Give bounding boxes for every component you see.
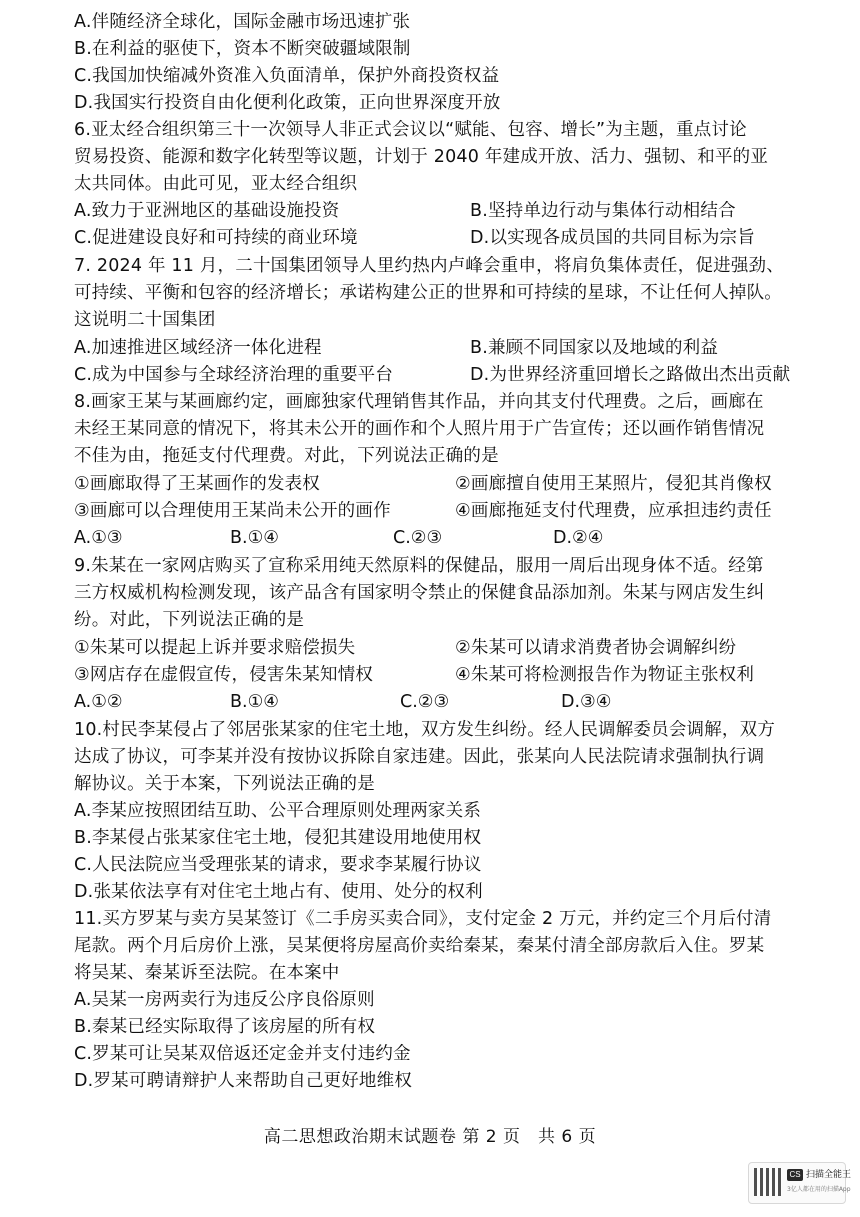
q10-stem-line-1: 10.村民李某侵占了邻居张某家的住宅土地，双方发生纠纷。经人民调解委员会调解，双方 <box>74 720 776 740</box>
page-footer: 高二思想政治期末试题卷 第 2 页 共 6 页 <box>263 1127 597 1147</box>
q9-stem-line-2: 三方权威机构检测发现，该产品含有国家明令禁止的保健食品添加剂。朱某与网店发生纠 <box>74 583 765 603</box>
q8-stem-line-1: 8.画家王某与某画廊约定，画廊独家代理销售其作品，并向其支付代理费。之后，画廊在 <box>74 392 764 412</box>
q5-option-a: A.伴随经济全球化，国际金融市场迅速扩张 <box>74 12 411 32</box>
q6-option-b: B.坚持单边行动与集体行动相结合 <box>470 201 736 221</box>
q5-option-d: D.我国实行投资自由化便利化政策，正向世界深度开放 <box>74 93 501 113</box>
watermark-subtitle: 3亿人都在用的扫描App <box>787 1186 851 1193</box>
q7-stem-line-2: 可持续、平衡和包容的经济增长；承诺构建公正的世界和可持续的星球，不让任何人掉队。 <box>74 283 782 303</box>
q9-statement-3: ③网店存在虚假宣传，侵害朱某知情权 <box>74 665 374 685</box>
q11-option-a: A.吴某一房两卖行为违反公序良俗原则 <box>74 990 375 1010</box>
q8-statement-1: ①画廊取得了王某画作的发表权 <box>74 474 320 494</box>
q5-option-b: B.在利益的驱使下，资本不断突破疆域限制 <box>74 39 411 59</box>
q6-stem-line-1: 6.亚太经合组织第三十一次领导人非正式会议以“赋能、包容、增长”为主题，重点讨论 <box>74 120 747 140</box>
q8-choice-a: A.①③ <box>74 528 123 548</box>
q9-statement-4: ④朱某可将检测报告作为物证主张权利 <box>455 665 755 685</box>
q7-stem-line-1: 7. 2024 年 11 月，二十国集团领导人里约热内卢峰会重申，将肩负集体责任，促进强劲、 <box>74 256 784 276</box>
q7-option-a: A.加速推进区域经济一体化进程 <box>74 338 322 358</box>
q7-stem-line-3: 这说明二十国集团 <box>74 310 216 330</box>
q8-stem-line-2: 未经王某同意的情况下，将其未公开的画作和个人照片用于广告宣传；还以画作销售情况 <box>74 419 765 439</box>
q6-option-c: C.促进建设良好和可持续的商业环境 <box>74 228 358 248</box>
q9-statement-2: ②朱某可以请求消费者协会调解纠纷 <box>455 638 737 658</box>
q8-choice-b: B.①④ <box>230 528 279 548</box>
q8-statement-3: ③画廊可以合理使用王某尚未公开的画作 <box>74 501 391 521</box>
q6-stem-line-3: 太共同体。由此可见，亚太经合组织 <box>74 174 358 194</box>
scanner-watermark <box>748 1162 852 1204</box>
q9-choice-a: A.①② <box>74 692 123 712</box>
q11-stem-line-3: 将吴某、秦某诉至法院。在本案中 <box>74 963 340 983</box>
q7-option-b: B.兼顾不同国家以及地域的利益 <box>470 338 719 358</box>
qr-code-icon <box>754 1168 782 1196</box>
q10-stem-line-2: 达成了协议，可李某并没有按协议拆除自家违建。因此，张某向人民法院请求强制执行调 <box>74 747 765 767</box>
q6-stem-line-2: 贸易投资、能源和数字化转型等议题，计划于 2040 年建成开放、活力、强韧、和平的亚 <box>74 147 769 167</box>
q8-statement-2: ②画廊擅自使用王某照片，侵犯其肖像权 <box>455 474 772 494</box>
q9-choice-b: B.①④ <box>230 692 279 712</box>
q9-choice-d: D.③④ <box>561 692 612 712</box>
q8-choice-c: C.②③ <box>393 528 443 548</box>
q10-option-d: D.张某依法享有对住宅土地占有、使用、处分的权利 <box>74 882 483 902</box>
q11-stem-line-1: 11.买方罗某与卖方吴某签订《二手房买卖合同》，支付定金 2 万元，并约定三个月后付清 <box>74 909 772 929</box>
q8-statement-4: ④画廊拖延支付代理费，应承担违约责任 <box>455 501 772 521</box>
q6-option-a: A.致力于亚洲地区的基础设施投资 <box>74 201 340 221</box>
q7-option-c: C.成为中国参与全球经济治理的重要平台 <box>74 365 394 385</box>
q8-stem-line-3: 不佳为由，拖延支付代理费。对此，下列说法正确的是 <box>74 446 499 466</box>
q9-stem-line-3: 纷。对此，下列说法正确的是 <box>74 610 305 630</box>
q10-option-c: C.人民法院应当受理张某的请求，要求李某履行协议 <box>74 855 482 875</box>
q5-option-c: C.我国加快缩减外资准入负面清单，保护外商投资权益 <box>74 66 500 86</box>
q10-option-a: A.李某应按照团结互助、公平合理原则处理两家关系 <box>74 801 482 821</box>
q8-choice-d: D.②④ <box>553 528 604 548</box>
q10-stem-line-3: 解协议。关于本案，下列说法正确的是 <box>74 774 375 794</box>
q11-option-d: D.罗某可聘请辩护人来帮助自己更好地维权 <box>74 1071 413 1091</box>
q11-option-c: C.罗某可让吴某双倍返还定金并支付违约金 <box>74 1044 411 1064</box>
q9-stem-line-1: 9.朱某在一家网店购买了宣称采用纯天然原料的保健品，服用一周后出现身体不适。经第 <box>74 556 764 576</box>
q6-option-d: D.以实现各成员国的共同目标为宗旨 <box>470 228 755 248</box>
watermark-title: 扫描全能王 <box>806 1170 852 1180</box>
q11-option-b: B.秦某已经实际取得了该房屋的所有权 <box>74 1017 376 1037</box>
q9-choice-c: C.②③ <box>400 692 450 712</box>
q9-statement-1: ①朱某可以提起上诉并要求赔偿损失 <box>74 638 356 658</box>
q7-option-d: D.为世界经济重回增长之路做出杰出贡献 <box>470 365 791 385</box>
scanner-logo-icon: CS <box>787 1169 803 1181</box>
q11-stem-line-2: 尾款。两个月后房价上涨，吴某便将房屋高价卖给秦某，秦某付清全部房款后入住。罗某 <box>74 936 765 956</box>
q10-option-b: B.李某侵占张某家住宅土地，侵犯其建设用地使用权 <box>74 828 482 848</box>
